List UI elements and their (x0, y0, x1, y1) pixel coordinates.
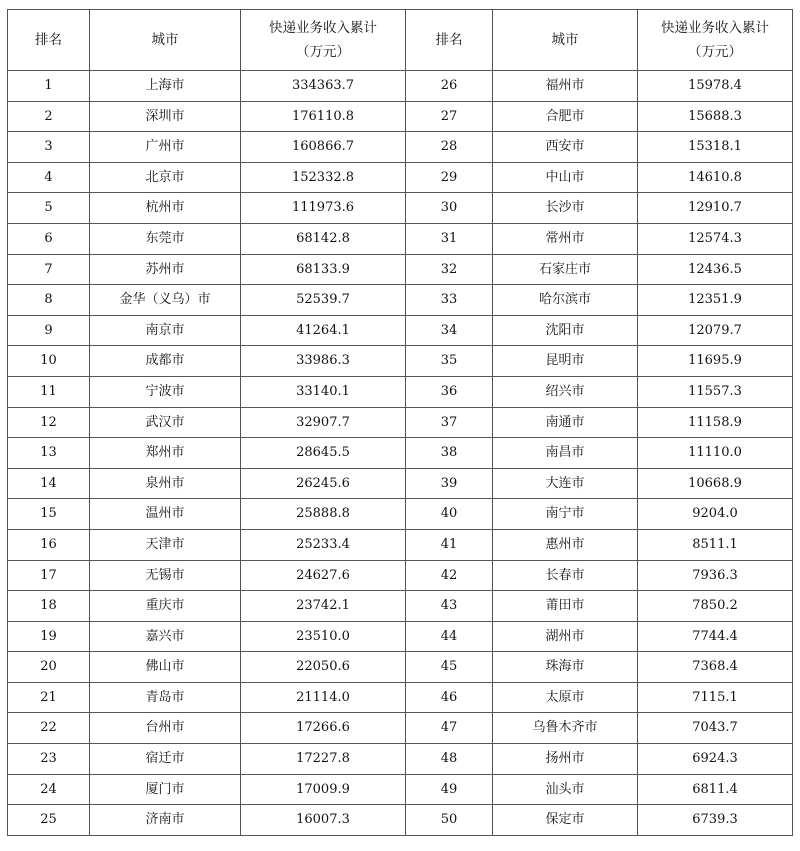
city-cell: 绍兴市 (493, 376, 638, 407)
city-cell: 长沙市 (493, 193, 638, 224)
revenue-cell: 17266.6 (241, 713, 406, 744)
revenue-cell: 9204.0 (638, 499, 793, 530)
table-row (8, 805, 793, 836)
city-cell: 重庆市 (90, 591, 241, 622)
table-row (8, 529, 793, 560)
rank-cell: 37 (406, 407, 493, 438)
city-cell: 南昌市 (493, 438, 638, 469)
table-row (8, 71, 793, 102)
table-row (8, 376, 793, 407)
revenue-cell: 11695.9 (638, 346, 793, 377)
rank-cell: 3 (8, 132, 90, 163)
rank-cell: 42 (406, 560, 493, 591)
city-cell: 惠州市 (493, 529, 638, 560)
city-cell: 泉州市 (90, 468, 241, 499)
revenue-cell: 25888.8 (241, 499, 406, 530)
revenue-cell: 6924.3 (638, 744, 793, 775)
table-row (8, 315, 793, 346)
rank-cell: 27 (406, 101, 493, 132)
revenue-cell: 25233.4 (241, 529, 406, 560)
header-revenue-unit: （万元） (688, 44, 742, 60)
city-cell: 北京市 (90, 162, 241, 193)
rank-cell: 7 (8, 254, 90, 285)
rank-cell: 41 (406, 529, 493, 560)
table-row (8, 499, 793, 530)
table-body (8, 71, 793, 836)
header-rank-right: 排名 (406, 10, 493, 71)
rank-cell: 48 (406, 744, 493, 775)
rank-cell: 46 (406, 682, 493, 713)
revenue-cell: 12910.7 (638, 193, 793, 224)
rank-cell: 21 (8, 682, 90, 713)
table-row (8, 682, 793, 713)
rank-cell: 35 (406, 346, 493, 377)
revenue-cell: 11557.3 (638, 376, 793, 407)
city-cell: 宁波市 (90, 376, 241, 407)
revenue-cell: 41264.1 (241, 315, 406, 346)
revenue-cell: 7368.4 (638, 652, 793, 683)
revenue-cell: 176110.8 (241, 101, 406, 132)
rank-cell: 45 (406, 652, 493, 683)
rank-cell: 32 (406, 254, 493, 285)
revenue-cell: 14610.8 (638, 162, 793, 193)
city-cell: 哈尔滨市 (493, 285, 638, 316)
rank-cell: 38 (406, 438, 493, 469)
city-cell: 莆田市 (493, 591, 638, 622)
table-row (8, 101, 793, 132)
revenue-cell: 52539.7 (241, 285, 406, 316)
city-cell: 宿迁市 (90, 744, 241, 775)
city-cell: 扬州市 (493, 744, 638, 775)
revenue-cell: 28645.5 (241, 438, 406, 469)
city-cell: 南通市 (493, 407, 638, 438)
revenue-cell: 12574.3 (638, 223, 793, 254)
city-cell: 乌鲁木齐市 (493, 713, 638, 744)
table-row (8, 713, 793, 744)
rank-cell: 9 (8, 315, 90, 346)
revenue-cell: 68142.8 (241, 223, 406, 254)
rank-cell: 20 (8, 652, 90, 683)
rank-cell: 18 (8, 591, 90, 622)
city-cell: 汕头市 (493, 774, 638, 805)
rank-cell: 43 (406, 591, 493, 622)
table-row (8, 407, 793, 438)
rank-cell: 8 (8, 285, 90, 316)
city-cell: 太原市 (493, 682, 638, 713)
rank-cell: 22 (8, 713, 90, 744)
header-revenue-left (241, 10, 406, 71)
revenue-cell: 15318.1 (638, 132, 793, 163)
city-cell: 金华（义乌）市 (90, 285, 241, 316)
rank-cell: 50 (406, 805, 493, 836)
city-cell: 石家庄市 (493, 254, 638, 285)
city-cell: 济南市 (90, 805, 241, 836)
rank-cell: 36 (406, 376, 493, 407)
header-revenue-title: 快递业务收入累计 (661, 20, 769, 36)
revenue-cell: 22050.6 (241, 652, 406, 683)
city-cell: 郑州市 (90, 438, 241, 469)
revenue-cell: 10668.9 (638, 468, 793, 499)
city-cell: 上海市 (90, 71, 241, 102)
city-cell: 南宁市 (493, 499, 638, 530)
revenue-cell: 26245.6 (241, 468, 406, 499)
rank-cell: 49 (406, 774, 493, 805)
revenue-cell: 12079.7 (638, 315, 793, 346)
revenue-cell: 23742.1 (241, 591, 406, 622)
city-cell: 佛山市 (90, 652, 241, 683)
revenue-cell: 16007.3 (241, 805, 406, 836)
revenue-cell: 32907.7 (241, 407, 406, 438)
rank-cell: 40 (406, 499, 493, 530)
city-cell: 合肥市 (493, 101, 638, 132)
city-cell: 嘉兴市 (90, 621, 241, 652)
rank-cell: 17 (8, 560, 90, 591)
rank-cell: 47 (406, 713, 493, 744)
table-row (8, 346, 793, 377)
rank-cell: 1 (8, 71, 90, 102)
city-cell: 珠海市 (493, 652, 638, 683)
city-cell: 无锡市 (90, 560, 241, 591)
revenue-cell: 24627.6 (241, 560, 406, 591)
rank-cell: 26 (406, 71, 493, 102)
city-cell: 杭州市 (90, 193, 241, 224)
header-revenue-unit: （万元） (296, 44, 350, 60)
revenue-cell: 7043.7 (638, 713, 793, 744)
rank-cell: 25 (8, 805, 90, 836)
revenue-cell: 7744.4 (638, 621, 793, 652)
rank-cell: 33 (406, 285, 493, 316)
rank-cell: 15 (8, 499, 90, 530)
rank-cell: 2 (8, 101, 90, 132)
city-cell: 温州市 (90, 499, 241, 530)
city-cell: 中山市 (493, 162, 638, 193)
city-cell: 昆明市 (493, 346, 638, 377)
city-cell: 成都市 (90, 346, 241, 377)
rank-cell: 5 (8, 193, 90, 224)
city-cell: 东莞市 (90, 223, 241, 254)
city-cell: 天津市 (90, 529, 241, 560)
rank-cell: 11 (8, 376, 90, 407)
revenue-cell: 160866.7 (241, 132, 406, 163)
city-cell: 长春市 (493, 560, 638, 591)
revenue-cell: 6811.4 (638, 774, 793, 805)
revenue-cell: 7850.2 (638, 591, 793, 622)
table-row (8, 652, 793, 683)
table-row (8, 621, 793, 652)
revenue-cell: 21114.0 (241, 682, 406, 713)
city-cell: 沈阳市 (493, 315, 638, 346)
city-cell: 台州市 (90, 713, 241, 744)
header-rank-left: 排名 (8, 10, 90, 71)
rank-cell: 39 (406, 468, 493, 499)
table-row (8, 285, 793, 316)
table-row (8, 468, 793, 499)
rank-cell: 6 (8, 223, 90, 254)
rank-cell: 30 (406, 193, 493, 224)
table-row (8, 193, 793, 224)
rank-cell: 14 (8, 468, 90, 499)
rank-cell: 34 (406, 315, 493, 346)
city-cell: 苏州市 (90, 254, 241, 285)
city-cell: 西安市 (493, 132, 638, 163)
revenue-cell: 11110.0 (638, 438, 793, 469)
city-cell: 保定市 (493, 805, 638, 836)
revenue-cell: 334363.7 (241, 71, 406, 102)
rank-cell: 4 (8, 162, 90, 193)
rank-cell: 12 (8, 407, 90, 438)
table-row (8, 560, 793, 591)
revenue-cell: 7936.3 (638, 560, 793, 591)
rank-cell: 31 (406, 223, 493, 254)
rank-cell: 13 (8, 438, 90, 469)
revenue-cell: 17227.8 (241, 744, 406, 775)
header-city-right: 城市 (493, 10, 638, 71)
table-header (8, 10, 793, 71)
city-cell: 武汉市 (90, 407, 241, 438)
rank-cell: 16 (8, 529, 90, 560)
header-revenue-title: 快递业务收入累计 (269, 20, 377, 36)
revenue-cell: 15688.3 (638, 101, 793, 132)
header-revenue-right (638, 10, 793, 71)
revenue-cell: 8511.1 (638, 529, 793, 560)
city-cell: 青岛市 (90, 682, 241, 713)
table-row (8, 132, 793, 163)
rank-cell: 28 (406, 132, 493, 163)
header-row (8, 10, 793, 71)
city-cell: 福州市 (493, 71, 638, 102)
table-row (8, 744, 793, 775)
table-row (8, 254, 793, 285)
revenue-cell: 33986.3 (241, 346, 406, 377)
header-city-left: 城市 (90, 10, 241, 71)
revenue-cell: 6739.3 (638, 805, 793, 836)
city-cell: 湖州市 (493, 621, 638, 652)
table-row (8, 591, 793, 622)
city-cell: 南京市 (90, 315, 241, 346)
express-revenue-ranking-table (7, 9, 793, 836)
table-row (8, 162, 793, 193)
rank-cell: 29 (406, 162, 493, 193)
revenue-cell: 15978.4 (638, 71, 793, 102)
table-row (8, 438, 793, 469)
revenue-cell: 12436.5 (638, 254, 793, 285)
city-cell: 大连市 (493, 468, 638, 499)
rank-cell: 19 (8, 621, 90, 652)
revenue-cell: 152332.8 (241, 162, 406, 193)
table-row (8, 223, 793, 254)
city-cell: 常州市 (493, 223, 638, 254)
rank-cell: 23 (8, 744, 90, 775)
city-cell: 厦门市 (90, 774, 241, 805)
revenue-cell: 17009.9 (241, 774, 406, 805)
revenue-cell: 111973.6 (241, 193, 406, 224)
rank-cell: 24 (8, 774, 90, 805)
city-cell: 深圳市 (90, 101, 241, 132)
revenue-cell: 68133.9 (241, 254, 406, 285)
rank-cell: 10 (8, 346, 90, 377)
revenue-cell: 12351.9 (638, 285, 793, 316)
revenue-cell: 7115.1 (638, 682, 793, 713)
revenue-cell: 23510.0 (241, 621, 406, 652)
revenue-cell: 33140.1 (241, 376, 406, 407)
table-row (8, 774, 793, 805)
rank-cell: 44 (406, 621, 493, 652)
city-cell: 广州市 (90, 132, 241, 163)
revenue-cell: 11158.9 (638, 407, 793, 438)
